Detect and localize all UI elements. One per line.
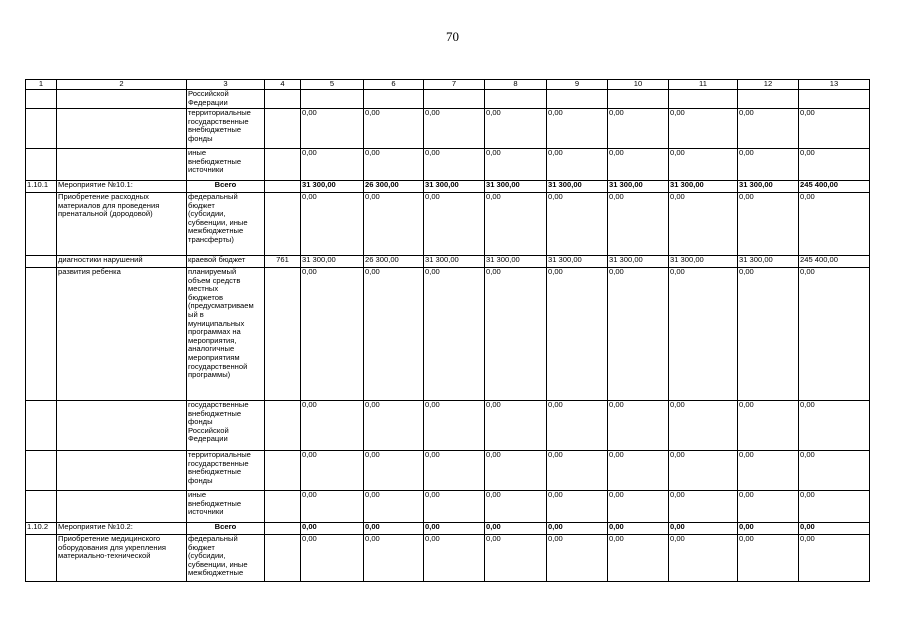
amount-cell-col-7: 0,00 bbox=[424, 491, 485, 523]
code-cell bbox=[265, 90, 301, 109]
activity-name-cell: Приобретение расходных материалов для проведения пренатальной (дородовой) bbox=[57, 193, 187, 256]
amount-cell-col-11: 0,00 bbox=[669, 535, 738, 582]
activity-name-cell: Приобретение медицинского оборудования для укрепления материально-технической bbox=[57, 535, 187, 582]
amount-cell-col-9: 0,00 bbox=[547, 535, 608, 582]
amount-cell-col-10: 0,00 bbox=[608, 109, 669, 149]
amount-cell-col-5: 0,00 bbox=[301, 491, 364, 523]
row-number-cell: 1.10.2 bbox=[26, 523, 57, 535]
header-cell-8: 8 bbox=[485, 80, 547, 90]
amount-cell-col-13: 0,00 bbox=[799, 109, 870, 149]
amount-cell-col-8: 0,00 bbox=[485, 149, 547, 181]
amount-cell-col-9: 0,00 bbox=[547, 268, 608, 401]
amount-cell-col-10: 0,00 bbox=[608, 491, 669, 523]
amount-cell-col-10: 0,00 bbox=[608, 401, 669, 451]
funding-source-cell: территориальные государственные внебюджетные фонды bbox=[187, 109, 265, 149]
amount-cell-col-9: 0,00 bbox=[547, 401, 608, 451]
table-row bbox=[26, 149, 870, 181]
amount-cell-col-12: 31 300,00 bbox=[738, 256, 799, 268]
activity-name-cell bbox=[57, 149, 187, 181]
amount-cell-col-6: 0,00 bbox=[364, 268, 424, 401]
header-cell-12: 12 bbox=[738, 80, 799, 90]
amount-cell-col-8: 31 300,00 bbox=[485, 256, 547, 268]
amount-cell-col-13: 0,00 bbox=[799, 193, 870, 256]
code-cell bbox=[265, 451, 301, 491]
table-row bbox=[26, 523, 870, 535]
amount-cell-col-12: 0,00 bbox=[738, 268, 799, 401]
amount-cell-col-13: 0,00 bbox=[799, 535, 870, 582]
amount-cell-col-10: 31 300,00 bbox=[608, 256, 669, 268]
code-cell bbox=[265, 181, 301, 193]
amount-cell-col-6: 0,00 bbox=[364, 451, 424, 491]
header-cell-2: 2 bbox=[57, 80, 187, 90]
amount-cell-col-11: 0,00 bbox=[669, 451, 738, 491]
row-number-cell bbox=[26, 256, 57, 268]
table-row bbox=[26, 109, 870, 149]
funding-source-cell: Всего bbox=[187, 523, 265, 535]
funding-source-cell: иные внебюджетные источники bbox=[187, 149, 265, 181]
amount-cell-col-8: 0,00 bbox=[485, 401, 547, 451]
table-row bbox=[26, 401, 870, 451]
amount-cell-col-6: 0,00 bbox=[364, 149, 424, 181]
activity-name-cell: диагностики нарушений bbox=[57, 256, 187, 268]
amount-cell-col-5: 0,00 bbox=[301, 268, 364, 401]
header-cell-10: 10 bbox=[608, 80, 669, 90]
amount-cell-col-8: 0,00 bbox=[485, 193, 547, 256]
amount-cell-col-8 bbox=[485, 90, 547, 109]
amount-cell-col-10: 0,00 bbox=[608, 193, 669, 256]
amount-cell-col-10: 0,00 bbox=[608, 535, 669, 582]
header-cell-6: 6 bbox=[364, 80, 424, 90]
amount-cell-col-11: 0,00 bbox=[669, 109, 738, 149]
table-row bbox=[26, 181, 870, 193]
amount-cell-col-5: 0,00 bbox=[301, 523, 364, 535]
budget-table bbox=[25, 79, 870, 582]
amount-cell-col-6: 0,00 bbox=[364, 193, 424, 256]
code-cell bbox=[265, 401, 301, 451]
row-number-cell bbox=[26, 149, 57, 181]
amount-cell-col-11: 31 300,00 bbox=[669, 181, 738, 193]
amount-cell-col-12 bbox=[738, 90, 799, 109]
amount-cell-col-5: 31 300,00 bbox=[301, 181, 364, 193]
header-cell-11: 11 bbox=[669, 80, 738, 90]
funding-source-cell: иные внебюджетные источники bbox=[187, 491, 265, 523]
amount-cell-col-10: 0,00 bbox=[608, 451, 669, 491]
amount-cell-col-10: 0,00 bbox=[608, 149, 669, 181]
amount-cell-col-13: 0,00 bbox=[799, 149, 870, 181]
amount-cell-col-13: 0,00 bbox=[799, 451, 870, 491]
funding-source-cell: государственные внебюджетные фонды Российской Федерации bbox=[187, 401, 265, 451]
amount-cell-col-13 bbox=[799, 90, 870, 109]
amount-cell-col-10: 0,00 bbox=[608, 268, 669, 401]
amount-cell-col-6: 0,00 bbox=[364, 523, 424, 535]
amount-cell-col-9: 0,00 bbox=[547, 149, 608, 181]
amount-cell-col-8: 31 300,00 bbox=[485, 181, 547, 193]
amount-cell-col-10: 0,00 bbox=[608, 523, 669, 535]
code-cell bbox=[265, 491, 301, 523]
amount-cell-col-5: 0,00 bbox=[301, 401, 364, 451]
table-row bbox=[26, 90, 870, 109]
amount-cell-col-6: 26 300,00 bbox=[364, 256, 424, 268]
amount-cell-col-5: 0,00 bbox=[301, 149, 364, 181]
amount-cell-col-11 bbox=[669, 90, 738, 109]
amount-cell-col-8: 0,00 bbox=[485, 451, 547, 491]
activity-name-cell bbox=[57, 491, 187, 523]
amount-cell-col-12: 0,00 bbox=[738, 109, 799, 149]
funding-source-cell: федеральный бюджет (субсидии, субвенции, иные межбюджетные трансферты) bbox=[187, 193, 265, 256]
amount-cell-col-8: 0,00 bbox=[485, 523, 547, 535]
amount-cell-col-9: 0,00 bbox=[547, 193, 608, 256]
amount-cell-col-8: 0,00 bbox=[485, 491, 547, 523]
header-cell-4: 4 bbox=[265, 80, 301, 90]
amount-cell-col-6: 0,00 bbox=[364, 535, 424, 582]
page-number: 70 bbox=[446, 29, 459, 44]
amount-cell-col-6: 0,00 bbox=[364, 491, 424, 523]
amount-cell-col-11: 0,00 bbox=[669, 523, 738, 535]
activity-name-cell: Мероприятие №10.2: bbox=[57, 523, 187, 535]
amount-cell-col-12: 0,00 bbox=[738, 491, 799, 523]
amount-cell-col-7 bbox=[424, 90, 485, 109]
amount-cell-col-12: 0,00 bbox=[738, 149, 799, 181]
amount-cell-col-7: 31 300,00 bbox=[424, 181, 485, 193]
funding-source-cell: планируемый объем средств местных бюджетов (предусматриваем ый в муниципальных программах на мероприятия, аналогичные мероприятиям государственной программы) bbox=[187, 268, 265, 401]
amount-cell-col-5: 0,00 bbox=[301, 535, 364, 582]
amount-cell-col-7: 0,00 bbox=[424, 149, 485, 181]
code-cell bbox=[265, 149, 301, 181]
amount-cell-col-9: 0,00 bbox=[547, 109, 608, 149]
amount-cell-col-10 bbox=[608, 90, 669, 109]
amount-cell-col-5: 0,00 bbox=[301, 451, 364, 491]
row-number-cell bbox=[26, 109, 57, 149]
table-row bbox=[26, 193, 870, 256]
amount-cell-col-11: 0,00 bbox=[669, 401, 738, 451]
amount-cell-col-11: 0,00 bbox=[669, 149, 738, 181]
amount-cell-col-11: 0,00 bbox=[669, 491, 738, 523]
code-cell bbox=[265, 193, 301, 256]
header-cell-7: 7 bbox=[424, 80, 485, 90]
amount-cell-col-12: 0,00 bbox=[738, 401, 799, 451]
activity-name-cell: развития ребенка bbox=[57, 268, 187, 401]
header-row bbox=[26, 80, 870, 90]
amount-cell-col-8: 0,00 bbox=[485, 535, 547, 582]
activity-name-cell bbox=[57, 401, 187, 451]
amount-cell-col-13: 245 400,00 bbox=[799, 181, 870, 193]
amount-cell-col-11: 0,00 bbox=[669, 193, 738, 256]
amount-cell-col-6: 0,00 bbox=[364, 109, 424, 149]
amount-cell-col-13: 0,00 bbox=[799, 523, 870, 535]
amount-cell-col-7: 0,00 bbox=[424, 401, 485, 451]
amount-cell-col-13: 0,00 bbox=[799, 401, 870, 451]
row-number-cell bbox=[26, 401, 57, 451]
amount-cell-col-9 bbox=[547, 90, 608, 109]
amount-cell-col-9: 31 300,00 bbox=[547, 256, 608, 268]
row-number-cell bbox=[26, 451, 57, 491]
row-number-cell bbox=[26, 268, 57, 401]
row-number-cell bbox=[26, 535, 57, 582]
table-row bbox=[26, 268, 870, 401]
row-number-cell: 1.10.1 bbox=[26, 181, 57, 193]
funding-source-cell: федеральный бюджет (субсидии, субвенции, иные межбюджетные bbox=[187, 535, 265, 582]
amount-cell-col-7: 0,00 bbox=[424, 109, 485, 149]
table-row bbox=[26, 451, 870, 491]
amount-cell-col-13: 245 400,00 bbox=[799, 256, 870, 268]
code-cell bbox=[265, 535, 301, 582]
amount-cell-col-12: 0,00 bbox=[738, 451, 799, 491]
amount-cell-col-5: 0,00 bbox=[301, 193, 364, 256]
amount-cell-col-9: 0,00 bbox=[547, 491, 608, 523]
amount-cell-col-7: 0,00 bbox=[424, 523, 485, 535]
code-cell: 761 bbox=[265, 256, 301, 268]
amount-cell-col-10: 31 300,00 bbox=[608, 181, 669, 193]
amount-cell-col-6: 0,00 bbox=[364, 401, 424, 451]
amount-cell-col-12: 31 300,00 bbox=[738, 181, 799, 193]
row-number-cell bbox=[26, 491, 57, 523]
amount-cell-col-7: 0,00 bbox=[424, 451, 485, 491]
activity-name-cell bbox=[57, 90, 187, 109]
header-cell-13: 13 bbox=[799, 80, 870, 90]
row-number-cell bbox=[26, 90, 57, 109]
funding-source-cell: территориальные государственные внебюджетные фонды bbox=[187, 451, 265, 491]
amount-cell-col-9: 0,00 bbox=[547, 451, 608, 491]
activity-name-cell: Мероприятие №10.1: bbox=[57, 181, 187, 193]
amount-cell-col-8: 0,00 bbox=[485, 109, 547, 149]
amount-cell-col-11: 0,00 bbox=[669, 268, 738, 401]
amount-cell-col-8: 0,00 bbox=[485, 268, 547, 401]
code-cell bbox=[265, 268, 301, 401]
amount-cell-col-9: 31 300,00 bbox=[547, 181, 608, 193]
table-row bbox=[26, 535, 870, 582]
amount-cell-col-7: 0,00 bbox=[424, 535, 485, 582]
code-cell bbox=[265, 523, 301, 535]
amount-cell-col-9: 0,00 bbox=[547, 523, 608, 535]
code-cell bbox=[265, 109, 301, 149]
activity-name-cell bbox=[57, 451, 187, 491]
funding-source-cell: Всего bbox=[187, 181, 265, 193]
amount-cell-col-7: 31 300,00 bbox=[424, 256, 485, 268]
activity-name-cell bbox=[57, 109, 187, 149]
header-cell-9: 9 bbox=[547, 80, 608, 90]
header-cell-3: 3 bbox=[187, 80, 265, 90]
amount-cell-col-6: 26 300,00 bbox=[364, 181, 424, 193]
header-cell-5: 5 bbox=[301, 80, 364, 90]
amount-cell-col-7: 0,00 bbox=[424, 268, 485, 401]
amount-cell-col-12: 0,00 bbox=[738, 193, 799, 256]
amount-cell-col-13: 0,00 bbox=[799, 268, 870, 401]
amount-cell-col-6 bbox=[364, 90, 424, 109]
amount-cell-col-7: 0,00 bbox=[424, 193, 485, 256]
amount-cell-col-11: 31 300,00 bbox=[669, 256, 738, 268]
row-number-cell bbox=[26, 193, 57, 256]
amount-cell-col-5 bbox=[301, 90, 364, 109]
header-cell-1: 1 bbox=[26, 80, 57, 90]
funding-source-cell: Российской Федерации bbox=[187, 90, 265, 109]
table-body bbox=[26, 80, 870, 582]
amount-cell-col-5: 31 300,00 bbox=[301, 256, 364, 268]
table-row bbox=[26, 256, 870, 268]
amount-cell-col-12: 0,00 bbox=[738, 523, 799, 535]
table-row bbox=[26, 491, 870, 523]
amount-cell-col-5: 0,00 bbox=[301, 109, 364, 149]
funding-source-cell: краевой бюджет bbox=[187, 256, 265, 268]
amount-cell-col-12: 0,00 bbox=[738, 535, 799, 582]
amount-cell-col-13: 0,00 bbox=[799, 491, 870, 523]
